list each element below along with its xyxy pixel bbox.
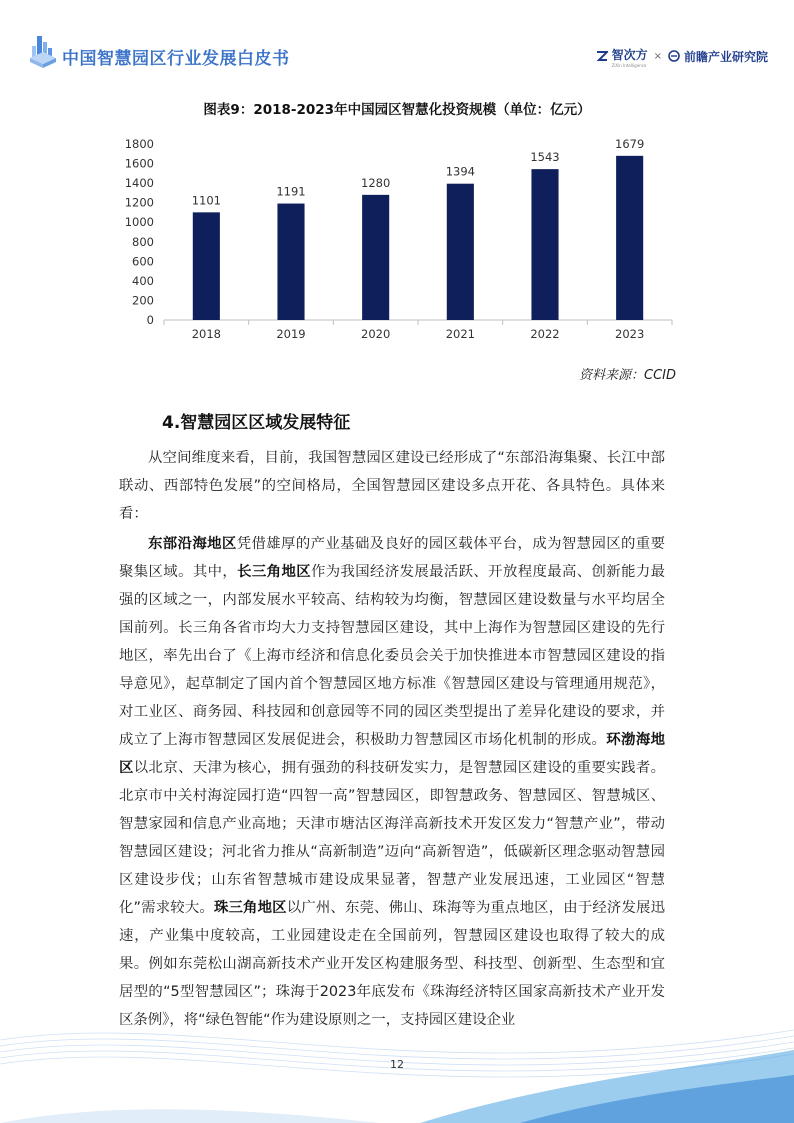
region-yangtze-delta: 长三角地区 xyxy=(237,564,311,580)
bar-2023 xyxy=(616,156,643,320)
brand-zicifang: 智次方 ZiXin Intelligence xyxy=(611,48,648,68)
x-tick-label: 2020 xyxy=(361,327,391,341)
x-tick-label: 2021 xyxy=(445,327,475,341)
bar-2019 xyxy=(277,204,304,320)
bar-2018 xyxy=(193,212,220,320)
y-tick-label: 1400 xyxy=(124,176,154,191)
bar-2020 xyxy=(362,195,389,320)
bar-2022 xyxy=(531,169,558,320)
x-tick-label: 2022 xyxy=(530,327,560,341)
x-tick-label: 2023 xyxy=(615,327,645,341)
region-bohai-rim: 环渤海地区 xyxy=(119,732,665,776)
brand-logos xyxy=(596,44,768,68)
brand-separator: × xyxy=(653,50,662,62)
y-tick-label: 400 xyxy=(132,273,154,288)
bar-2021 xyxy=(447,184,474,320)
figure-source: 资料来源：CCID xyxy=(579,368,676,383)
page-number: 12 xyxy=(390,1058,404,1071)
y-tick-label: 800 xyxy=(132,234,154,249)
zicifang-logo-icon xyxy=(596,50,608,62)
brand-qianzhan: 前瞻产业研究院 xyxy=(683,49,768,64)
investment-bar-chart xyxy=(118,128,678,348)
y-tick-label: 1200 xyxy=(124,195,154,210)
section-heading: 4.智慧园区区域发展特征 xyxy=(162,413,351,433)
buildings-cube-icon xyxy=(28,32,58,68)
data-label-2020: 1280 xyxy=(361,175,391,190)
paragraph-regions: 东部沿海地区凭借雄厚的产业基础及良好的园区载体平台，成为智慧园区的重要聚集区域。其中，长三角地区作为我国经济发展最活跃、开放程度最高、创新能力最强的区域之一，内部发展水平较高、结构较为均衡，智慧园区建设数量与水平均居全国前列。长三角各省市均大力支持智慧园区建设，其中上海作为智慧园区建设的先行地区，率先出台了《上海市经济和信息化委员会关于加快推进本市智慧园区建设的指导意见》，起草制定了国内首个智慧园区地方标准《智慧园区建设与管理通用规范》，对工业区、商务园、科技园和创意园等不同的园区类型提出了差异化建设的要求，并成立了上海市智慧园区发展促进会，积极助力智慧园区市场化机制的形成。环渤海地区以北京、天津为核心，拥有强劲的科技研发实力，是智慧园区建设的重要实践者。北京市中关村海淀园打造“四智一高”智慧园区，即智慧政务、智慧园区、智慧城区、智慧家园和信息产业高地；天津市塘沽区海洋高新技术开发区发力“智慧产业”，带动智慧园区建设；河北省力推从“高新制造”迈向“高新智造”，低碳新区理念驱动智慧园区建设步伐；山东省智慧城市建设成果显著，智慧产业发展迅速，工业园区“智慧化”需求较大。珠三角地区以广州、东莞、佛山、珠海等为重点地区，由于经济发展迅速，产业集中度较高，工业园建设走在全国前列，智慧园区建设也取得了较大的成果。例如东莞松山湖高新技术产业开发区构建服务型、科技型、创新型、生态型和宜居型的“5型智慧园区”；珠海于2023年底发布《珠海经济特区国家高新技术产业开发区条例》，将“绿色智能“作为建设原则之一，支持园区建设企业 xyxy=(119,536,665,1028)
y-tick-label: 1000 xyxy=(124,215,154,230)
y-tick-label: 0 xyxy=(146,313,154,327)
paragraph-intro: 从空间维度来看，目前，我国智慧园区建设已经形成了“东部沿海集聚、长江中部联动、西部特色发展”的空间格局，全国智慧园区建设多点开花、各具特色。具体来看： xyxy=(119,450,665,522)
y-tick-label: 1800 xyxy=(124,137,154,151)
data-label-2018: 1101 xyxy=(191,193,221,208)
x-tick-label: 2018 xyxy=(191,327,221,341)
data-label-2019: 1191 xyxy=(276,184,306,199)
y-tick-label: 200 xyxy=(132,293,154,308)
y-tick-label: 1600 xyxy=(124,156,154,171)
region-east-coast: 东部沿海地区 xyxy=(148,536,237,552)
page-header xyxy=(0,0,794,80)
qianzhan-logo-icon xyxy=(668,50,680,62)
data-label-2021: 1394 xyxy=(445,164,475,179)
y-tick-label: 600 xyxy=(132,254,154,269)
document-title: 中国智慧园区行业发展白皮书 xyxy=(62,49,290,69)
data-label-2022: 1543 xyxy=(530,150,560,165)
region-pearl-delta: 珠三角地区 xyxy=(213,900,287,916)
x-tick-label: 2019 xyxy=(276,327,306,341)
data-label-2023: 1679 xyxy=(615,136,645,151)
figure-title: 图表9：2018-2023年中国园区智慧化投资规模（单位：亿元） xyxy=(203,102,591,118)
